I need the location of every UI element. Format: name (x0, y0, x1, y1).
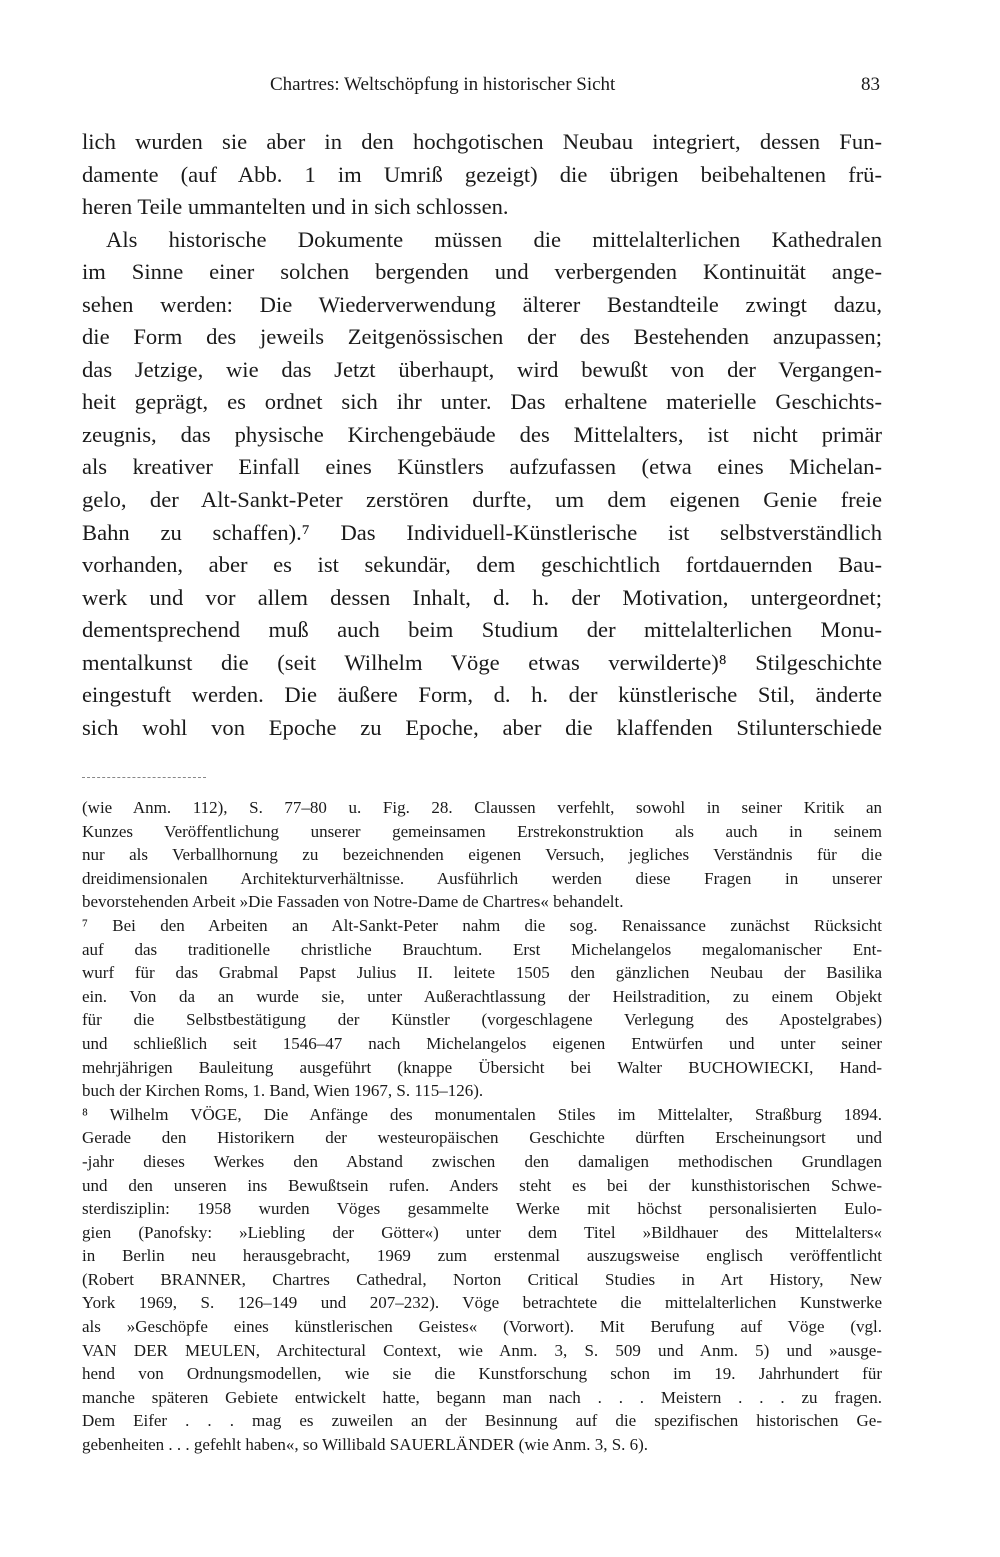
footnote-line: dreidimensionalen Architekturverhältnisse. Ausführlich werden diese Fragen in unserer (82, 868, 882, 888)
footnote-line: als »Geschöpfe eines künstlerischen Geistes« (Vorwort). Mit Berufung auf Vöge (vgl. (82, 1317, 882, 1337)
footnote-divider (82, 777, 206, 778)
footnote-line: nur als Verballhornung zu bezeichnenden eigenen Versuch, jegliches Verständnis für die (82, 845, 882, 865)
footnote-line: gien (Panofsky: »Liebling der Götter«) unter dem Titel »Bildhauer des Mittelalters« (82, 1222, 882, 1242)
footnote-line: -jahr dieses Werkes den Abstand zwischen den damaligen methodischen Grundlagen (82, 1151, 882, 1171)
body-line: das Jetzige, wie das Jetzt überhaupt, wird bewußt von der Vergangen- (82, 356, 882, 382)
footnote-line: sterdisziplin: 1958 wurden Vöges gesammelte Werke mit höchst personalisierten Eulo- (82, 1199, 882, 1219)
footnote-line: mehrjährigen Bauleitung ausgeführt (knappe Übersicht bei Walter BUCHOWIECKI, Hand- (82, 1057, 882, 1077)
footnote-7: ⁷ Bei den Arbeiten an Alt-Sankt-Peter nahm die sog. Renaissance zunächst Rücksicht (82, 915, 882, 935)
body-line: lich wurden sie aber in den hochgotischen Neubau integriert, dessen Fun- (82, 129, 882, 154)
footnote-line: (wie Anm. 112), S. 77–80 u. Fig. 28. Claussen verfehlt, sowohl in seiner Kritik an (82, 798, 882, 817)
body-text (82, 126, 882, 744)
body-line: die Form des jeweils Zeitgenössischen der des Bestehenden anzupassen; (82, 324, 882, 350)
body-line: vorhanden, aber es ist sekundär, dem geschichtlich fortdauernden Bau- (82, 552, 882, 578)
body-line: gelo, der Alt-Sankt-Peter zerstören durfte, um dem eigenen Genie freie (82, 487, 882, 513)
footnote-line: (Robert BRANNER, Chartres Cathedral, Norton Critical Studies in Art History, New (82, 1269, 882, 1289)
document-page (82, 0, 882, 1557)
footnote-line: auf das traditionelle christliche Brauchtum. Erst Michelangelos megalomanischer Ent- (82, 939, 882, 959)
footnote-line: in Berlin neu herausgebracht, 1969 zum erstenmal auszugsweise englisch veröffentlicht (82, 1246, 882, 1266)
footnote-line: gebenheiten . . . gefehlt haben«, so Willibald SAUERLÄNDER (wie Anm. 3, S. 6). (82, 1435, 649, 1455)
footnote-line: buch der Kirchen Roms, 1. Band, Wien 1967, S. 115–126). (82, 1081, 484, 1101)
footnote-line: bevorstehenden Arbeit »Die Fassaden von Notre-Dame de Chartres« behandelt. (82, 892, 624, 912)
footnote-8: ⁸ Wilhelm VÖGE, Die Anfänge des monumentalen Stiles im Mittelalter, Straßburg 1894. (82, 1104, 882, 1124)
footnote-line: Kunzes Veröffentlichung unserer gemeinsamen Erstrekonstruktion als auch in seinem (82, 821, 882, 841)
footnote-line: hend von Ordnungsmodellen, wie sie die Kunstforschung schon im 19. Jahrhundert für (82, 1364, 882, 1384)
footnote-line: York 1969, S. 126–149 und 207–232). Vöge betrachtete die mittelalterlichen Kunstwerke (82, 1293, 882, 1313)
footnote-line: VAN DER MEULEN, Architectural Context, wie Anm. 3, S. 509 und Anm. 5) und »ausge- (82, 1340, 882, 1360)
footnotes (82, 796, 882, 1457)
body-line: sich wohl von Epoche zu Epoche, aber die klaffenden Stilunterschiede (82, 714, 882, 740)
body-line: als kreativer Einfall eines Künstlers aufzufassen (etwa eines Michelan- (82, 454, 882, 480)
body-line: damente (auf Abb. 1 im Umriß gezeigt) die übrigen beibehaltenen frü- (82, 161, 882, 187)
page-header (82, 74, 882, 102)
footnote-line: für die Selbstbestätigung der Künstler (vorgeschlagene Verlegung des Apostelgrabes) (82, 1010, 882, 1030)
body-line: sehen werden: Die Wiederverwendung älterer Bestandteile zwingt dazu, (82, 291, 882, 317)
footnote-line: wurf für das Grabmal Papst Julius II. leitete 1505 den gänzlichen Neubau der Basilika (82, 963, 882, 983)
footnote-line: manche späteren Gebiete entwickelt hatte, begann man nach . . . Meistern . . . zu fragen. (82, 1387, 882, 1407)
body-line: zeugnis, das physische Kirchengebäude des Mittelalters, ist nicht primär (82, 421, 882, 447)
footnote-line: Gerade den Historikern der westeuropäischen Geschichte dürften Erscheinungsort und (82, 1128, 882, 1148)
body-line: werk und vor allem dessen Inhalt, d. h. der Motivation, untergeordnet; (82, 584, 882, 610)
footnote-line: Dem Eifer . . . mag es zuweilen an der Besinnung auf die spezifischen historischen Ge- (82, 1411, 882, 1431)
page-number: 83 (861, 74, 880, 95)
footnote-line: und den unseren ins Bewußtsein rufen. Anders steht es bei der kunsthistorischen Schwe- (82, 1175, 882, 1195)
body-line: heren Teile ummantelten und in sich schlossen. (82, 194, 509, 220)
body-line: heit geprägt, es ordnet sich ihr unter. Das erhaltene materielle Geschichts- (82, 389, 882, 415)
body-line: Bahn zu schaffen).⁷ Das Individuell-Künstlerische ist selbstverständlich (82, 519, 882, 545)
body-line: im Sinne einer solchen bergenden und verbergenden Kontinuität ange- (82, 259, 882, 285)
body-line: Als historische Dokumente müssen die mittelalterlichen Kathedralen (106, 226, 882, 252)
body-line: dementsprechend muß auch beim Studium der mittelalterlichen Monu- (82, 617, 882, 643)
running-title: Chartres: Weltschöpfung in historischer Sicht (270, 74, 616, 95)
body-line: eingestuft werden. Die äußere Form, d. h. der künstlerische Stil, änderte (82, 682, 882, 708)
footnote-line: und schließlich seit 1546–47 nach Michelangelos eigenen Entwürfen und unter seiner (82, 1033, 882, 1053)
body-line: mentalkunst die (seit Wilhelm Vöge etwas verwilderte)⁸ Stilgeschichte (82, 649, 882, 675)
footnote-line: ein. Von da an wurde sie, unter Außerachtlassung der Heilstradition, zu einem Objekt (82, 986, 882, 1006)
